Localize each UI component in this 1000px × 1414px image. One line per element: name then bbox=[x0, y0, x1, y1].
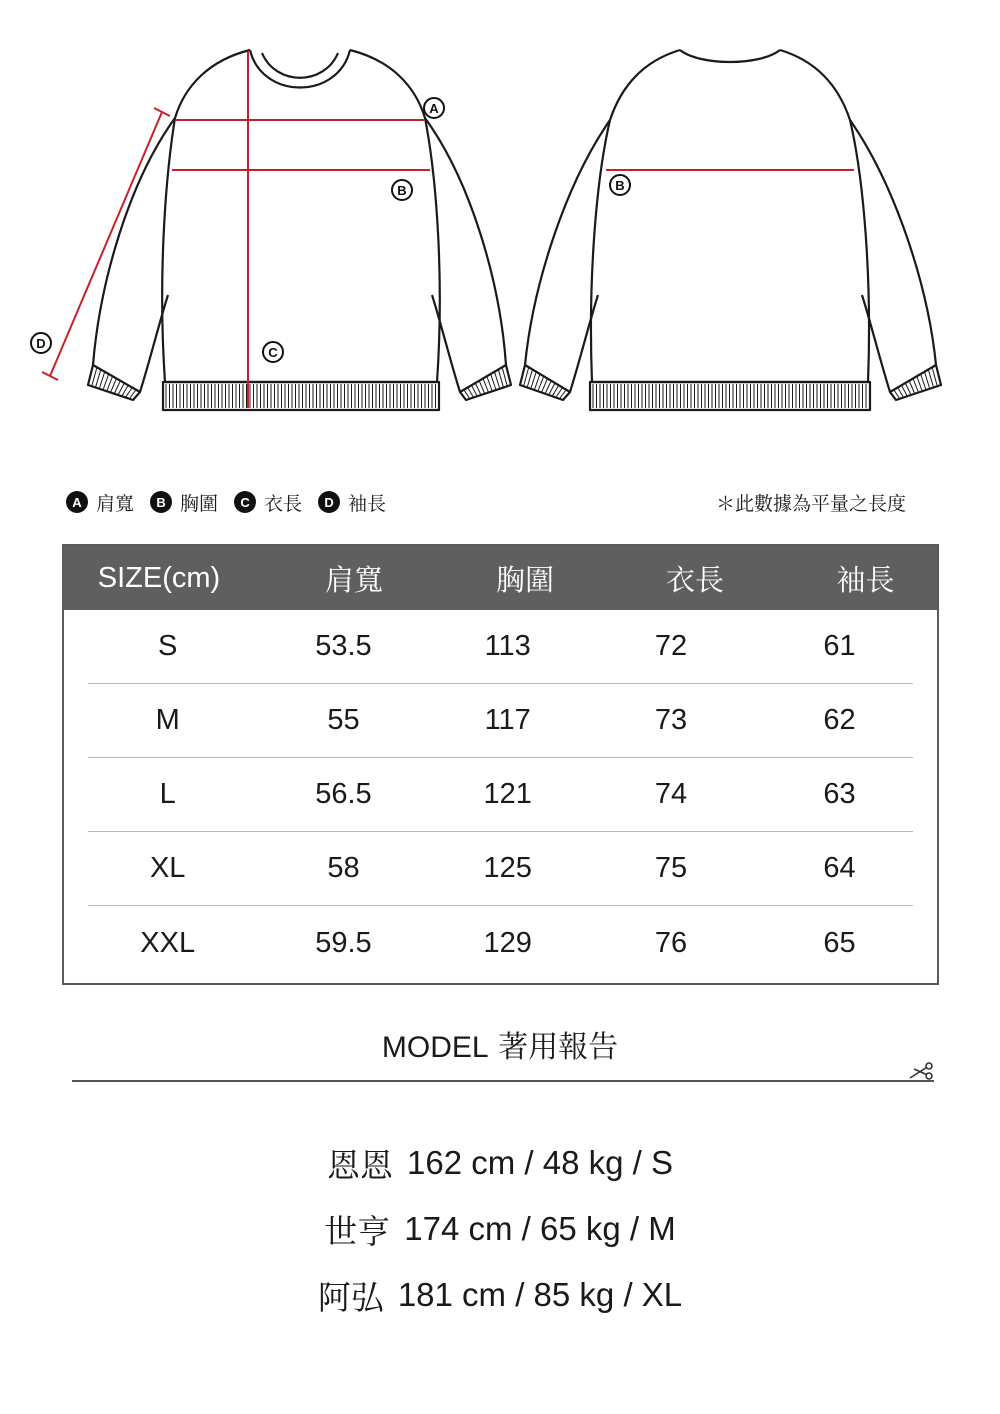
marker-a bbox=[424, 98, 444, 118]
cell-chest: 125 bbox=[483, 852, 532, 884]
header-size: SIZE(cm) bbox=[97, 561, 221, 594]
legend-item-shoulder bbox=[66, 489, 134, 516]
scissors-icon bbox=[906, 1058, 936, 1082]
legend-item-length bbox=[234, 489, 302, 516]
legend-label: 胸圍 bbox=[180, 492, 219, 515]
marker-badge: A bbox=[66, 491, 88, 513]
model-entry bbox=[0, 1196, 1000, 1262]
cell-shoulder: 56.5 bbox=[315, 778, 372, 810]
model-title-en: MODEL bbox=[381, 1031, 489, 1064]
cell-chest: 113 bbox=[484, 630, 531, 662]
cell-sleeve: 64 bbox=[823, 852, 856, 884]
table-row bbox=[88, 758, 913, 832]
model-entry bbox=[0, 1130, 1000, 1196]
table-row bbox=[88, 684, 913, 758]
svg-text:B: B bbox=[615, 178, 625, 193]
model-name: 阿弘 bbox=[317, 1277, 384, 1317]
model-name: 恩恩 bbox=[327, 1145, 394, 1185]
front-right-sleeve bbox=[425, 118, 506, 392]
back-left-sleeve bbox=[525, 120, 610, 392]
marker-badge: D bbox=[318, 491, 340, 513]
cell-size: XXL bbox=[140, 926, 196, 959]
marker-badge: B bbox=[150, 491, 172, 513]
flat-measure-note: ＊此數據為平量之長度 bbox=[715, 492, 906, 515]
cell-shoulder: 58 bbox=[327, 852, 360, 884]
cell-size: M bbox=[155, 704, 180, 736]
cell-chest: 129 bbox=[483, 926, 532, 959]
front-body-outline bbox=[162, 50, 440, 382]
cell-size: S bbox=[158, 630, 178, 662]
cell-chest: 117 bbox=[484, 704, 531, 736]
table-row bbox=[88, 610, 913, 684]
legend-item-chest bbox=[150, 489, 218, 516]
model-name: 世亨 bbox=[324, 1211, 391, 1251]
model-stats: 174 cm / 65 kg / M bbox=[404, 1210, 676, 1247]
cell-length: 73 bbox=[654, 704, 688, 736]
header-chest: 胸圍 bbox=[495, 562, 554, 597]
cell-length: 76 bbox=[654, 926, 688, 959]
cell-length: 74 bbox=[654, 778, 688, 810]
table-row bbox=[88, 906, 913, 980]
cell-chest: 121 bbox=[483, 778, 532, 810]
model-stats: 181 cm / 85 kg / XL bbox=[397, 1276, 683, 1313]
cell-sleeve: 63 bbox=[823, 778, 856, 810]
garment-diagram bbox=[0, 0, 1000, 440]
sleeve-measure-line bbox=[50, 112, 162, 376]
model-report-title bbox=[0, 1022, 1000, 1066]
model-entry bbox=[0, 1262, 1000, 1328]
svg-text:C: C bbox=[268, 345, 278, 360]
front-neckline bbox=[250, 50, 350, 88]
measurement-legend bbox=[66, 486, 906, 518]
size-table bbox=[62, 544, 939, 985]
cell-sleeve: 61 bbox=[823, 630, 856, 662]
cell-length: 75 bbox=[654, 852, 688, 884]
cell-shoulder: 59.5 bbox=[315, 926, 372, 959]
header-sleeve: 袖長 bbox=[836, 562, 895, 597]
marker-b-front bbox=[392, 180, 412, 200]
cell-sleeve: 65 bbox=[823, 926, 856, 959]
legend-item-sleeve bbox=[318, 489, 386, 516]
legend-label: 衣長 bbox=[264, 492, 303, 515]
marker-b-back bbox=[610, 175, 630, 195]
legend-label: 袖長 bbox=[348, 492, 387, 515]
header-length: 衣長 bbox=[665, 562, 724, 597]
cell-sleeve: 62 bbox=[823, 704, 856, 736]
back-neckline bbox=[680, 50, 780, 62]
cell-shoulder: 55 bbox=[327, 704, 360, 736]
cell-shoulder: 53.5 bbox=[315, 630, 372, 662]
cell-length: 72 bbox=[654, 630, 688, 662]
marker-d bbox=[31, 333, 51, 353]
svg-text:D: D bbox=[36, 336, 46, 351]
marker-badge: C bbox=[234, 491, 256, 513]
svg-text:B: B bbox=[397, 183, 407, 198]
table-body bbox=[64, 610, 937, 980]
model-title-zh: 著用報告 bbox=[498, 1030, 619, 1065]
model-list bbox=[0, 1130, 1000, 1328]
cell-size: XL bbox=[149, 852, 186, 884]
back-body-outline bbox=[591, 50, 869, 382]
table-row bbox=[88, 832, 913, 906]
model-stats: 162 cm / 48 kg / S bbox=[407, 1144, 673, 1181]
cell-size: L bbox=[159, 778, 176, 810]
back-right-sleeve bbox=[850, 120, 936, 392]
marker-c bbox=[263, 342, 283, 362]
svg-text:A: A bbox=[429, 101, 439, 116]
header-shoulder: 肩寬 bbox=[324, 562, 383, 597]
legend-label: 肩寬 bbox=[96, 492, 135, 515]
table-header bbox=[64, 546, 937, 610]
section-divider bbox=[72, 1080, 934, 1082]
